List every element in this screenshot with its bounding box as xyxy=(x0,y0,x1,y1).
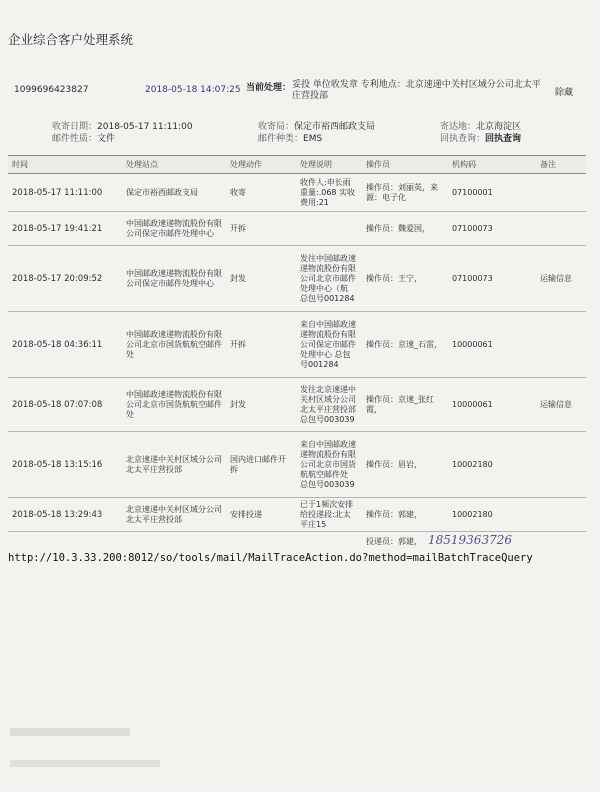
row-site: 中国邮政速递物流股份有限公司保定市邮件处理中心 xyxy=(122,246,226,312)
receipt-row xyxy=(440,131,521,144)
row-org-code: 10000061 xyxy=(448,378,536,432)
row-time: 2018-05-17 20:09:52 xyxy=(8,246,122,312)
row-note[interactable]: 运输信息 xyxy=(536,378,586,432)
row-action: 封发 xyxy=(226,246,296,312)
row-org-code: 10002180 xyxy=(448,432,536,498)
row-org-code: 07100001 xyxy=(448,174,536,212)
row-time: 2018-05-17 11:11:00 xyxy=(8,174,122,212)
row-time: 2018-05-18 13:15:16 xyxy=(8,432,122,498)
page-url: http://10.3.33.200:8012/so/tools/mail/MailTraceAction.do?method=mailBatchTraceQuery xyxy=(8,552,533,564)
query-datetime: 2018-05-18 14:07:25 xyxy=(145,85,241,95)
table-row xyxy=(8,378,586,432)
row-description: 来自中国邮政速递物流股份有限公司保定市邮件处理中心 总包号001284 xyxy=(296,312,362,378)
row-note xyxy=(536,498,586,532)
row-time: 2018-05-18 13:29:43 xyxy=(8,498,122,532)
mail-nature-label: 邮件性质： xyxy=(52,134,98,144)
trace-table xyxy=(8,155,586,550)
row-description: 来自中国邮政速递物流股份有限公司北京市国货航航空邮件处 总包号003039 xyxy=(296,432,362,498)
handwritten-phone: 18519363726 xyxy=(428,532,512,547)
receive-office-value: 保定市裕西邮政支局 xyxy=(294,122,376,132)
header-time: 时间 xyxy=(8,156,122,174)
row-site: 保定市裕西邮政支局 xyxy=(122,174,226,212)
row-description: 收件人:申长雨 重量:.068 实收费用:21 xyxy=(296,174,362,212)
row-description: 已于1频次安排给投递段:北太平庄15 xyxy=(296,498,362,532)
row-note xyxy=(536,432,586,498)
row-operator: 操作员：眉岩， xyxy=(362,432,448,498)
row-org-code: 10002180 xyxy=(448,498,536,532)
row-action: 国内进口邮件开拆 xyxy=(226,432,296,498)
row-operator: 操作员：魏爱国， xyxy=(362,212,448,246)
header-org-code: 机构码 xyxy=(448,156,536,174)
current-status: 除藏 xyxy=(555,88,574,98)
table-row xyxy=(8,174,586,212)
delivery-operator: 投递员：郭建， xyxy=(366,536,422,546)
page-title: 企业综合客户处理系统 xyxy=(8,32,134,47)
mail-nature-value: 文件 xyxy=(97,134,116,144)
row-time: 2018-05-17 19:41:21 xyxy=(8,212,122,246)
row-site: 北京速递中关村区域分公司北太平庄营投部 xyxy=(122,432,226,498)
receive-office-label: 收寄局： xyxy=(258,122,295,132)
current-label: 当前处理： xyxy=(246,83,292,93)
row-action: 开拆 xyxy=(226,212,296,246)
row-note xyxy=(536,312,586,378)
row-site: 中国邮政速递物流股份有限公司北京市国货航航空邮件处 xyxy=(122,312,226,378)
table-row xyxy=(8,212,586,246)
row-operator: 操作员：郭建， xyxy=(362,498,448,532)
row-action: 封发 xyxy=(226,378,296,432)
row-site: 北京速递中关村区域分公司北太平庄营投部 xyxy=(122,498,226,532)
table-row xyxy=(8,312,586,378)
row-action: 开拆 xyxy=(226,312,296,378)
delivery-operator-cell xyxy=(362,532,586,550)
receive-date-label: 收寄日期： xyxy=(52,122,98,132)
current-value: 妥投 单位收发章 专利地点：北京速递中关村区域分公司北太平庄营投部 xyxy=(292,80,541,101)
mail-nature-row xyxy=(52,131,115,144)
row-description xyxy=(296,212,362,246)
mail-type-label: 邮件种类： xyxy=(258,134,304,144)
row-description: 发往中国邮政速递物流股份有限公司北京市邮件处理中心（航 总包号001284 xyxy=(296,246,362,312)
table-row xyxy=(8,246,586,312)
row-org-code: 10000061 xyxy=(448,312,536,378)
destination-value: 北京海淀区 xyxy=(476,122,522,132)
table-row xyxy=(8,432,586,498)
mail-number: 1099696423827 xyxy=(14,85,89,95)
row-description: 发往北京速递中关村区域分公司北太平庄营投部 总包号003039 xyxy=(296,378,362,432)
header-action: 处理动作 xyxy=(226,156,296,174)
row-operator: 操作员：刘丽英，来源：电子化 xyxy=(362,174,448,212)
header-site: 处理站点 xyxy=(122,156,226,174)
receipt-link[interactable]: 回执查询 xyxy=(485,134,522,144)
table-row xyxy=(8,498,586,532)
row-note[interactable]: 运输信息 xyxy=(536,246,586,312)
row-note xyxy=(536,212,586,246)
row-operator: 操作员：京速_张红霞， xyxy=(362,378,448,432)
row-time: 2018-05-18 07:07:08 xyxy=(8,378,122,432)
destination-label: 寄达地： xyxy=(440,122,477,132)
trace-header-row xyxy=(8,156,586,174)
row-note xyxy=(536,174,586,212)
partial-row xyxy=(8,532,586,550)
row-site: 中国邮政速递物流股份有限公司北京市国货航航空邮件处 xyxy=(122,378,226,432)
mail-type-row xyxy=(258,131,322,144)
header-description: 处理说明 xyxy=(296,156,362,174)
row-operator: 操作员：京速_石雷， xyxy=(362,312,448,378)
row-action: 安排投递 xyxy=(226,498,296,532)
row-time: 2018-05-18 04:36:11 xyxy=(8,312,122,378)
row-org-code: 07100073 xyxy=(448,246,536,312)
header-note: 备注 xyxy=(536,156,586,174)
receive-date-value: 2018-05-17 11:11:00 xyxy=(97,122,193,132)
bleed-through-mark xyxy=(10,760,160,767)
mail-type-value: EMS xyxy=(303,134,323,144)
row-site: 中国邮政速递物流股份有限公司保定市邮件处理中心 xyxy=(122,212,226,246)
row-org-code: 07100073 xyxy=(448,212,536,246)
row-operator: 操作员：王宁， xyxy=(362,246,448,312)
row-action: 收寄 xyxy=(226,174,296,212)
header-operator: 操作员 xyxy=(362,156,448,174)
receipt-label: 回执查询： xyxy=(440,134,486,144)
bleed-through-mark xyxy=(10,728,130,736)
